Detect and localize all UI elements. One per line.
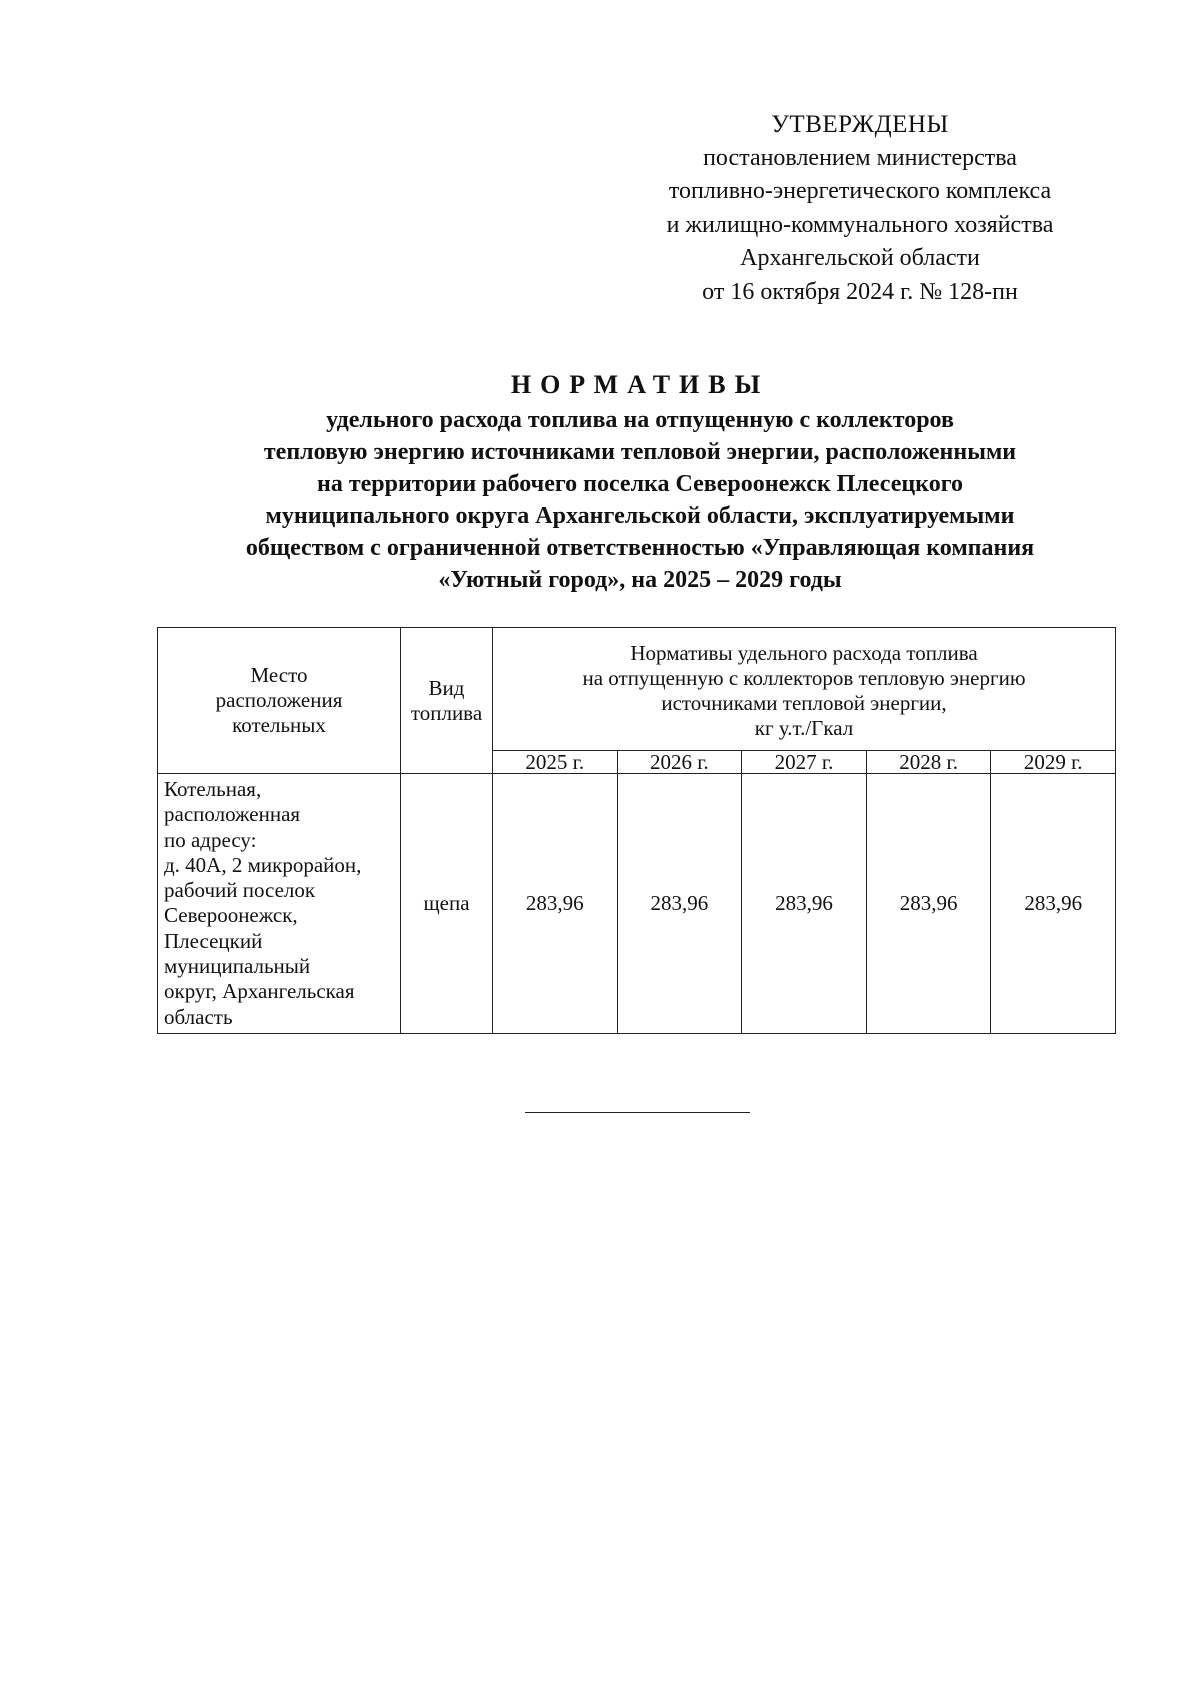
cell-value-2028: 283,96 (866, 774, 991, 1034)
place-line: область (164, 1004, 233, 1029)
document-subtitle-line: удельного расхода топлива на отпущенную с коллекторов (326, 407, 954, 433)
header-place-line: Место (250, 663, 308, 687)
document-subtitle-line: тепловую энергию источниками тепловой энергии, расположенными (263, 439, 1017, 465)
approval-line: от 16 октября 2024 г. № 128-пн (702, 278, 1018, 305)
header-year: 2025 г. (493, 751, 618, 774)
place-line: рабочий поселок (164, 878, 316, 903)
document-title: НОРМАТИВЫ (510, 370, 770, 399)
document-subtitle-line: «Уютный город», на 2025 – 2029 годы (438, 567, 842, 593)
cell-value-2029: 283,96 (991, 774, 1116, 1034)
header-fuel-line: топлива (410, 700, 483, 725)
place-line: д. 40А, 2 микрорайон, (164, 852, 362, 877)
norms-table (157, 627, 1116, 1034)
table-header-row (158, 628, 1116, 751)
document-subtitle-line: на территории рабочего поселка Североонежск Плесецкого (316, 471, 963, 497)
header-year: 2026 г. (617, 751, 742, 774)
place-line: Плесецкий (164, 928, 263, 953)
place-line: по адресу: (164, 827, 257, 852)
header-year: 2028 г. (866, 751, 991, 774)
place-line: Котельная, (164, 777, 262, 801)
approval-line: и жилищно-коммунального хозяйства (666, 211, 1054, 238)
table-row (158, 774, 1116, 1034)
approval-line: Архангельской области (740, 245, 980, 271)
header-place-line: расположения (215, 688, 343, 712)
header-fuel-line: Вид (428, 675, 465, 700)
header-norms-line: на отпущенную с коллекторов тепловую энергию (582, 666, 1026, 690)
header-norms-unit: кг у.т./Гкал (754, 716, 854, 740)
approval-block (600, 108, 1120, 309)
document-subtitle-line: обществом с ограниченной ответственностью «Управляющая компания (245, 535, 1035, 561)
header-year: 2027 г. (742, 751, 867, 774)
document-subtitle-line: муниципального округа Архангельской области, эксплуатируемыми (265, 503, 1015, 529)
document-title-block (140, 368, 1140, 596)
cell-value-2025: 283,96 (493, 774, 618, 1034)
cell-place (158, 774, 401, 1034)
header-fuel (401, 628, 493, 774)
header-norms-line: Нормативы удельного расхода топлива (630, 641, 978, 665)
header-place (158, 628, 401, 774)
place-line: Североонежск, (164, 903, 298, 928)
cell-value-2027: 283,96 (742, 774, 867, 1034)
cell-fuel: щепа (401, 774, 493, 1034)
header-place-line: котельных (232, 713, 326, 737)
header-norms (493, 628, 1116, 751)
closing-divider-line (525, 1112, 750, 1113)
cell-value-2026: 283,96 (617, 774, 742, 1034)
approval-line: топливно-энергетического комплекса (668, 178, 1052, 204)
approval-line: постановлением министерства (703, 144, 1017, 171)
place-line: округ, Архангельская (164, 979, 355, 1004)
place-line: муниципальный (164, 954, 311, 979)
approval-heading: УТВЕРЖДЕНЫ (771, 111, 949, 138)
header-year: 2029 г. (991, 751, 1116, 774)
place-line: расположенная (164, 802, 301, 827)
header-norms-line: источниками тепловой энергии, (661, 691, 947, 715)
